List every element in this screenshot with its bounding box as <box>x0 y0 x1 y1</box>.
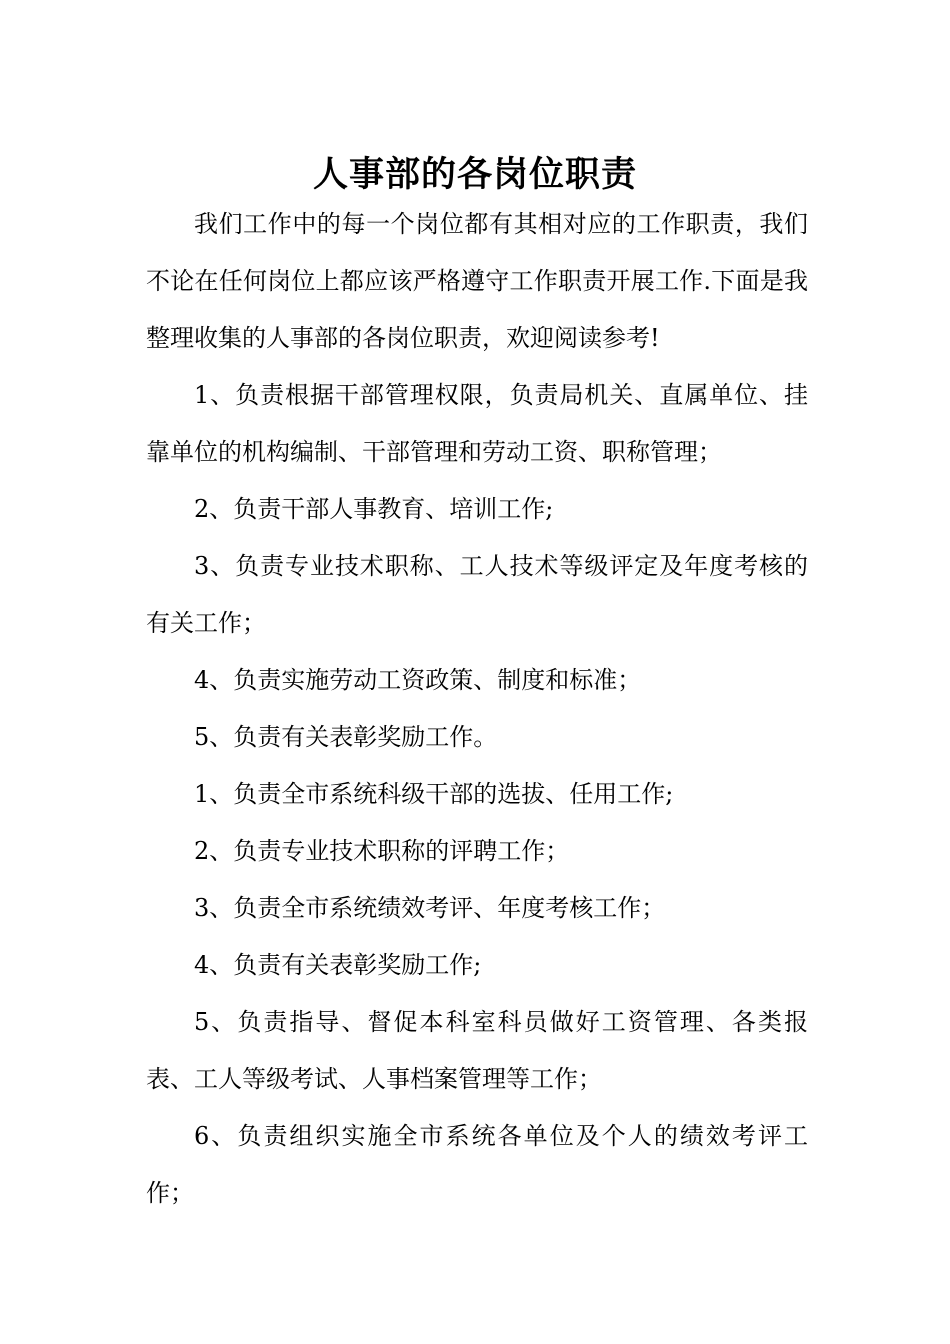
document-body <box>146 196 808 1222</box>
list-item: 3、负责全市系统绩效考评、年度考核工作； <box>194 894 666 922</box>
list-item: 5、负责指导、督促本科室科员做好工资管理、各类报表、工人等级考试、人事档案管理等工作； <box>146 1008 808 1093</box>
list-item: 4、负责实施劳动工资政策、制度和标准； <box>194 666 642 694</box>
list-item: 1、负责根据干部管理权限，负责局机关、直属单位、挂靠单位的机构编制、干部管理和劳动工资、职称管理； <box>146 381 808 466</box>
list-item: 4、负责有关表彰奖励工作; <box>194 951 482 979</box>
list-item: 2、负责干部人事教育、培训工作; <box>194 495 554 523</box>
list-item: 2、负责专业技术职称的评聘工作； <box>194 837 570 865</box>
list-item: 3、负责专业技术职称、工人技术等级评定及年度考核的有关工作； <box>146 552 808 637</box>
document-title: 人事部的各岗位职责 <box>312 155 637 196</box>
intro-paragraph: 我们工作中的每一个岗位都有其相对应的工作职责，我们不论在任何岗位上都应该严格遵守工作职责开展工作.下面是我整理收集的人事部的各岗位职责，欢迎阅读参考! <box>146 210 808 352</box>
list-item: 6、负责组织实施全市系统各单位及个人的绩效考评工作； <box>146 1122 808 1207</box>
list-item: 1、负责全市系统科级干部的选拔、任用工作; <box>194 780 674 808</box>
list-item: 5、负责有关表彰奖励工作。 <box>194 723 498 751</box>
